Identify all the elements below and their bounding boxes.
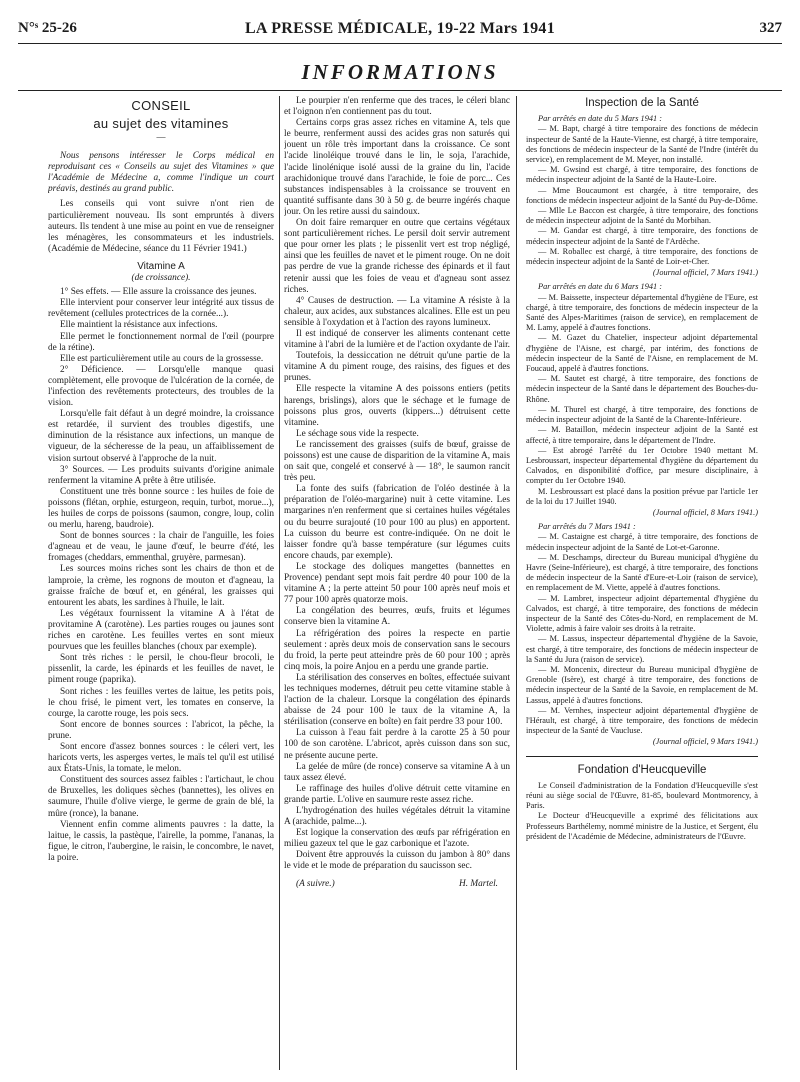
paragraph: Toutefois, la dessiccation ne détruit qu'une partie de la vitamine A du piment rouge, des raisins, des figues et des prunes. [284, 351, 510, 384]
paragraph: On doit faire remarquer en outre que certains végétaux sont particulièrement riches. Le persil doit servir autrement que pour orner les plats ; le pissenlit vert est trop négligé, ainsi que les feuilles de navet et le piment rouge. On ne doit pas perdre de vue la grande richesse des épinards et il faut retenir aussi que les foies de veau et d'agneau sont assez riches. [284, 218, 510, 295]
paragraph: 2° Déficience. — Lorsqu'elle manque quasi complètement, elle provoque de l'ulcération de la cornée, de l'infection des revêtements protecteurs, des troubles de la vision. [48, 364, 274, 409]
paragraph: Constituent une très bonne source : les huiles de foie de poissons (flétan, orphie, esturgeon, requin, turbot, morue...), les huiles de corps de poissons (saumon, congre, loup, colin ou merlu, hareng, baudroie). [48, 486, 274, 531]
paragraph: La gelée de mûre (de ronce) conserve sa vitamine A à un taux assez élevé. [284, 761, 510, 783]
paragraph: La fonte des suifs (fabrication de l'oléo destinée à la préparation de l'oléo-margarine) nuit à cette vitamine. Les margarines n'en renferment que si certaines huiles végétales ou du beurre surajouté (10 pour 100 au plus) en apportent. La cuisson du beurre est contre-indiquée. On ne doit le laisser fondre qu'à basse température (sur légumes cuits encore chauds, par exemple). [284, 484, 510, 561]
paragraph: La cuisson à l'eau fait perdre à la carotte 25 à 50 pour 100 de son carotène. L'abricot, après cuisson dans son suc, ne présente aucune perte. [284, 728, 510, 761]
article-intro: Nous pensons intéresser le Corps médical en reproduisant ces « Conseils au sujet des Vitamines » que l'Académie de Médecine a, comme l'indique un court préavis, destinés au grand public. [48, 151, 274, 195]
paragraph: — M. Gwsind est chargé, à titre temporaire, des fonctions de médecin inspecteur adjoint de la Santé de la Haute-Loire. [526, 165, 758, 185]
decree-heading: Par arrêtés en date du 5 Mars 1941 : [538, 114, 662, 124]
paragraph: — M. Baissette, inspecteur départemental d'hygiène de l'Eure, est chargé, à titre temporaire, des fonctions de médecin inspecteur de la Santé des Alpes-Maritimes (raison de service), en remplacement de M. Lamy, appelé à d'autres fonctions. [526, 292, 758, 333]
paragraph: Constituent des sources assez faibles : l'artichaut, le chou de Bruxelles, les doliques sèches (bannettes), les olives en saumure, l'huile d'olive vierge, le germe de grain de blé, la mûre (ronce), la banane. [48, 775, 274, 819]
paragraph: 1° Ses effets. — Elle assure la croissance des jeunes. [60, 287, 257, 298]
paragraph: — M. Deschamps, directeur du Bureau municipal d'hygiène du Havre (Seine-Inférieure), est chargé, à titre temporaire, des fonctions de médecin inspecteur de la Santé d'Eure-et-Loir (raison de service), en remplacement de M. Viette, appelé à d'autres fonctions. [526, 552, 758, 593]
column-divider [279, 96, 280, 1070]
paragraph: — Mme Boucaumont est chargée, à titre temporaire, des fonctions de médecin inspecteur adjoint de la Santé du Puy-de-Dôme. [526, 185, 758, 205]
paragraph: — M. Vernhes, inspecteur adjoint départemental d'hygiène de l'Hérault, est chargé, à titre temporaire, des fonctions de médecin inspecteur de la Santé de Vaucluse. [526, 705, 758, 736]
paragraph: Le pourpier n'en renferme que des traces, le céleri blanc et l'oignon n'en contiennent pas du tout. [284, 96, 510, 118]
to-be-continued: (A suivre.) [296, 878, 335, 889]
paragraph: — M. Sautet est chargé, à titre temporaire, des fonctions de médecin inspecteur de la Santé dans le département des Bouches-du-Rhône. [526, 374, 758, 404]
paragraph: Les végétaux fournissent la vitamine A à l'état de provitamine A (carotène). Les parties rouges ou jaunes sont riches en carotène. Les feuilles vertes en sont mieux pourvues que les feuilles blanches (choux par exemple). [48, 608, 274, 653]
paragraph: — M. Moncenix, directeur du Bureau municipal d'hygiène de Grenoble (Isère), est chargé à titre temporaire, des fonctions de médecin inspecteur de la Santé de la Savoie, en remplacement de M. Lassus, appelé à d'autres fonctions. [526, 664, 758, 705]
paragraph: Le Docteur d'Heucqueville a exprimé des félicitations aux Professeurs Barthélemy, nommé ministre de la Justice, et Sergent, élu président de l'Académie de Médecine, administrateurs de l'Œuvre. [526, 811, 758, 841]
paragraph: La stérilisation des conserves en boîtes, effectuée suivant les techniques modernes, détruit peu cette vitamine stable à l'action de la chaleur. Lorsque la congélation des épinards abaisse de 24 pour 100 le taux de la vitamine A, la stérilisation (conserve en boîte) en fait perdre 33 pour 100. [284, 672, 510, 728]
paragraph: Le stockage des doliques mangettes (bannettes en Provence) pendant sept mois fait perdre 40 pour 100 de la vitamine A ; la perte atteint 50 pour 100 après neuf mois et 77 pour 100 après quatorze mois. [284, 561, 510, 606]
title-dash: — [156, 132, 166, 142]
paragraph: 3° Sources. — Les produits suivants d'origine animale renferment la vitamine A prête à être utilisée. [48, 464, 274, 486]
paragraph: Sont riches : les feuilles vertes de laitue, les petits pois, le chou frisé, le piment vert, les tomates en conserve, la courge, la carotte rouge, les pois secs. [48, 686, 274, 719]
paragraph: Lorsqu'elle fait défaut à un degré moindre, la croissance est retardée, il survient des troubles digestifs, une diminution de la résistance aux infections, un manque de vigueur, de la sécheresse de la peau, un affaiblissement de vision surtout observé à l'approche de la nuit. [48, 409, 274, 464]
source-citation: (Journal officiel, 8 Mars 1941.) [652, 507, 758, 517]
paragraph: Est logique la conservation des œufs par réfrigération en milieu gazeux tel que le gaz carbonique et l'azote. [284, 828, 510, 850]
paragraph: L'hydrogénation des huiles végétales détruit la vitamine A (arachide, palme...). [284, 806, 510, 828]
column-vitamines-2 [284, 96, 510, 1072]
page-number: 327 [759, 20, 782, 36]
paragraph: Doivent être approuvés la cuisson du jambon à 80° dans le vide et le mode de préparation du saucisson sec. [284, 850, 510, 872]
section-subheading: (de croissance). [131, 273, 191, 284]
paragraph: — M. Roballec est chargé, à titre temporaire, des fonctions de médecin inspecteur adjoint de la Santé de Loir-et-Cher. [526, 246, 758, 267]
decree-heading: Par arrêtés en date du 6 Mars 1941 : [538, 282, 662, 292]
paragraph: Elle respecte la vitamine A des poissons entiers (petits harengs, brislings), alors que le séchage et le fumage de poissons plus gros, ouverts (kippers...) détruisent cette vitamine. [284, 384, 510, 428]
paragraph: Viennent enfin comme aliments pauvres : la datte, la laitue, le cassis, la pastèque, l'airelle, la pomme, l'ananas, la figue, le citron, l'aubergine, le raisin, le concombre, le navet, la poire. [48, 819, 274, 863]
paragraph: — M. Lassus, inspecteur départemental d'hygiène de la Savoie, est chargé, à titre temporaire, des fonctions de médecin inspecteur de la Santé du Jura (raison de service). [526, 634, 758, 664]
section-title: Fondation d'Heucqueville [577, 763, 707, 776]
paragraph: — M. Lambret, inspecteur adjoint départemental d'hygiène du Calvados, est chargé, à titre temporaire, des fonctions de médecin inspecteur de la Santé des Côtes-du-Nord, en remplacement de M. Violette, admis à faire valoir ses droits à la retraite. [526, 593, 758, 634]
source-citation: (Journal officiel, 7 Mars 1941.) [652, 268, 758, 278]
article-subtitle: au sujet des vitamines [93, 116, 229, 131]
banner-rule [18, 90, 782, 91]
paragraph: Les sources moins riches sont les chairs de thon et de lamproie, la crème, les rognons de mouton et d'agneau, la graisse fraîche de bœuf et, en général, les graisses qui entourent les abats, les sardines à l'huile, le lait. [48, 564, 274, 608]
decree-heading: Par arrêtés du 7 Mars 1941 : [538, 522, 636, 532]
journal-title: LA PRESSE MÉDICALE, 19-22 Mars 1941 [244, 20, 556, 37]
section-separator [526, 756, 758, 757]
article-footer [284, 879, 510, 890]
paragraph: Le rancissement des graisses (suifs de bœuf, graisse de poissons) est une cause de disparition de la vitamine A, mais on sait que, congelé et conservé à — 18°, le saumon rancit très peu. [284, 439, 510, 484]
paragraph: — M. Gazet du Chatelier, inspecteur adjoint départemental d'hygiène de l'Aisne, est chargé, par intérim, des fonctions de médecin inspecteur de la Santé de l'Aisne, en remplacement de M. Foucaud, appelé à d'autres fonctions. [526, 333, 758, 374]
paragraph: — Mlle Le Baccon est chargée, à titre temporaire, des fonctions de médecin inspecteur adjoint de la Santé du Morbihan. [526, 206, 758, 226]
paragraph: Sont très riches : le persil, le chou-fleur brocoli, le pissenlit, la carde, les épinards et les feuilles de navet, le piment rouge (paprika). [48, 653, 274, 686]
paragraph: Sont de bonnes sources : la chair de l'anguille, les foies d'agneau et de veau, le jaune d'œuf, le beurre d'été, les fromages (cheddars, emmenthal, gruyère, parmesan). [48, 531, 274, 564]
paragraph: — M. Thurel est chargé, à titre temporaire, des fonctions de médecin inspecteur adjoint de la Santé de la Charente-Inférieure. [526, 404, 758, 425]
column-inspection [526, 96, 758, 1072]
paragraph: La congélation des beurres, œufs, fruits et légumes conserve bien la vitamine A. [284, 606, 510, 628]
column-vitamines-1 [48, 96, 274, 1072]
paragraph: Elle intervient pour conserver leur intégrité aux tissus de revêtement (cellules protectrices de la cornée...). [48, 298, 274, 320]
paragraph: Le Conseil d'administration de la Fondation d'Heucqueville s'est réuni au siège social de l'Œuvre, 81-85, boulevard Montmorency, à Paris. [526, 780, 758, 811]
paragraph: Sont encore d'assez bonnes sources : le céleri vert, les haricots verts, les asperges vertes, le maïs tel qu'il est utilisé aux États-Unis, la tomate, le melon. [48, 741, 274, 775]
paragraph: Elle est particulièrement utile au cours de la grossesse. [60, 353, 264, 364]
source-citation: (Journal officiel, 9 Mars 1941.) [652, 737, 758, 747]
paragraph: Il est indiqué de conserver les aliments contenant cette vitamine à l'abri de la lumière et de l'action oxydante de l'air. [284, 328, 510, 351]
paragraph: Les conseils qui vont suivre n'ont rien de particulièrement nouveau. Ils sont empruntés à divers auteurs. Ils tendent à une mise au point en vue de renseigner les ménagères, les consommateurs et les industriels. (Académie de Médecine, séance du 11 Février 1941.) [48, 199, 274, 254]
paragraph: Le raffinage des huiles d'olive détruit cette vitamine en grande partie. L'olive en saumure reste assez riche. [284, 783, 510, 805]
paragraph: — M. Gandar est chargé, à titre temporaire, des fonctions de médecin inspecteur adjoint de la Santé de l'Ardèche. [526, 226, 758, 246]
paragraph: 4° Causes de destruction. — La vitamine A résiste à la chaleur, aux acides, aux substances alcalines. Elle est un peu sensible à l'oxydation et à l'action des rayons lumineux. [284, 295, 510, 328]
author-signature: H. Martel. [459, 878, 498, 889]
paragraph: M. Lesbroussart est placé dans la position prévue par l'article 1er de la loi du 17 Juillet 1940. [526, 486, 758, 506]
paragraph: Sont encore de bonnes sources : l'abricot, la pêche, la prune. [48, 719, 274, 741]
issue-number: N°ˢ 25-26 [18, 20, 77, 36]
page-header [18, 20, 782, 40]
paragraph: — M. Bapt, chargé à titre temporaire des fonctions de médecin inspecteur de Santé de la Haute-Vienne, est chargé, à titre temporaire, des fonctions de médecin inspecteur de la Santé de l'Indre (intérêt du service), en remplacement de M. Meyer, non installé. [526, 124, 758, 165]
section-banner: INFORMATIONS [301, 60, 499, 84]
header-rule [18, 43, 782, 44]
column-divider [516, 96, 517, 1070]
paragraph: Elle permet le fonctionnement normal de l'œil (pourpre de la rétine). [48, 331, 274, 353]
paragraph: Le séchage sous vide la respecte. [296, 428, 419, 439]
paragraph: — M. Bataillon, médecin inspecteur adjoint de la Santé est affecté, à titre temporaire, dans le département de l'Indre. [526, 425, 758, 445]
paragraph: Elle maintient la résistance aux infections. [60, 320, 218, 331]
section-title: Inspection de la Santé [585, 97, 699, 109]
paragraph: Certains corps gras assez riches en vitamine A, tels que le beurre, renferment aussi des acides gras non saturés qui jouent un rôle très important dans la croissance. Ce sont l'acide linoléique trouvé dans le lin, le soja, l'arachide, l'acide linolénique isolé aussi de la graine du lin, l'acide arachidonique trouvé dans l'arachide, le foie de porc... Ces substances indispensables à la croissance se trouvent en quantité suffisante dans 30 à 50 g. de beurre ingérés chaque jour. On les retire aussi du saindoux. [284, 118, 510, 217]
paragraph: — Est abrogé l'arrêté du 1er Octobre 1940 mettant M. Lesbroussart, inspecteur départemental d'hygiène du département du Calvados, en disponibilité d'office, par mesure disciplinaire, à compter du 1er Octobre 1940. [526, 445, 758, 486]
article-title: CONSEIL [131, 98, 191, 113]
paragraph: La réfrigération des poires la respecte en partie seulement : après deux mois de conservation sans le secours du froid, la perte peut atteindre près de 60 pour 100 ; après cinq mois, la poire Anjou en a perdu une grande partie. [284, 628, 510, 672]
section-heading: Vitamine A [137, 260, 185, 272]
paragraph: — M. Castaigne est chargé, à titre temporaire, des fonctions de médecin inspecteur adjoint de la Santé de Lot-et-Garonne. [526, 532, 758, 552]
